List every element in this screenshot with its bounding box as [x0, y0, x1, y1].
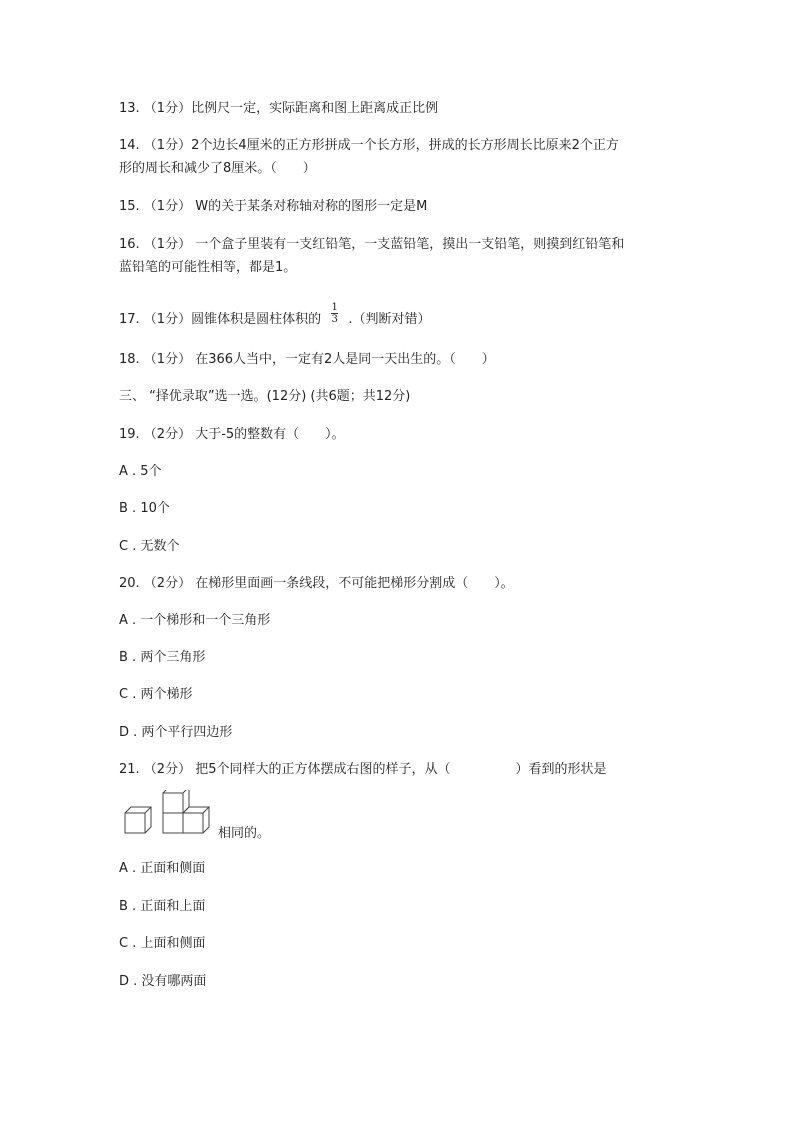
question-14-line1: 14. （1分）2个边长4厘米的正方形拼成一个长方形，拼成的长方形周长比原来2个正方: [119, 138, 619, 153]
question-14-line2: 形的周长和减少了8厘米。（ ）: [119, 161, 316, 176]
question-21-line1: 21. （2分） 把5个同样大的正方体摆成右图的样子，从（ ）看到的形状是: [119, 762, 607, 777]
option-21-a[interactable]: A . 正面和侧面: [119, 861, 206, 876]
question-13: 13. （1分）比例尺一定，实际距离和图上距离成正比例: [119, 101, 439, 116]
option-20-b[interactable]: B . 两个三角形: [119, 650, 206, 665]
question-16: [119, 233, 679, 279]
question-20: 20. （2分） 在梯形里面画一条线段，不可能把梯形分割成（ ）。: [119, 576, 514, 591]
question-19: 19. （2分） 大于-5的整数有（ ）。: [119, 427, 345, 442]
question-18: 18. （1分） 在366人当中，一定有2人是同一天出生的。（ ）: [119, 352, 495, 367]
option-19-b[interactable]: B . 10个: [119, 501, 170, 516]
fraction: [331, 303, 338, 324]
option-20-d[interactable]: D . 两个平行四边形: [119, 725, 233, 740]
fraction-numerator: 1: [331, 302, 338, 313]
option-19-a[interactable]: A . 5个: [119, 464, 162, 479]
option-19-c[interactable]: C . 无数个: [119, 539, 180, 554]
question-17-suffix: .（判断对错）: [348, 312, 431, 327]
option-20-a[interactable]: A . 一个梯形和一个三角形: [119, 613, 271, 628]
section-3-heading: 三、 “择优录取”选一选。(12分) (共6题；共12分): [119, 389, 411, 404]
question-17-text: 17. （1分）圆锥体积是圆柱体积的: [119, 312, 322, 327]
fraction-denominator: 3: [331, 314, 338, 325]
question-15: 15. （1分） W的关于某条对称轴对称的图形一定是M: [119, 199, 428, 214]
option-21-d[interactable]: D . 没有哪两面: [119, 974, 207, 989]
question-16-line1: 16. （1分） 一个盒子里装有一支红铅笔，一支蓝铅笔，摸出一支铅笔，则摸到红铅笔和: [119, 237, 625, 252]
question-17: [119, 302, 431, 330]
option-21-b[interactable]: B . 正面和上面: [119, 899, 206, 914]
option-21-c[interactable]: C . 上面和侧面: [119, 936, 206, 951]
option-20-c[interactable]: C . 两个梯形: [119, 687, 193, 702]
cubes-figure-icon: [123, 790, 213, 838]
question-21-line2: 相同的。: [218, 826, 271, 841]
question-16-line2: 蓝铅笔的可能性相等，都是1。: [119, 260, 297, 275]
question-14: [119, 134, 679, 180]
